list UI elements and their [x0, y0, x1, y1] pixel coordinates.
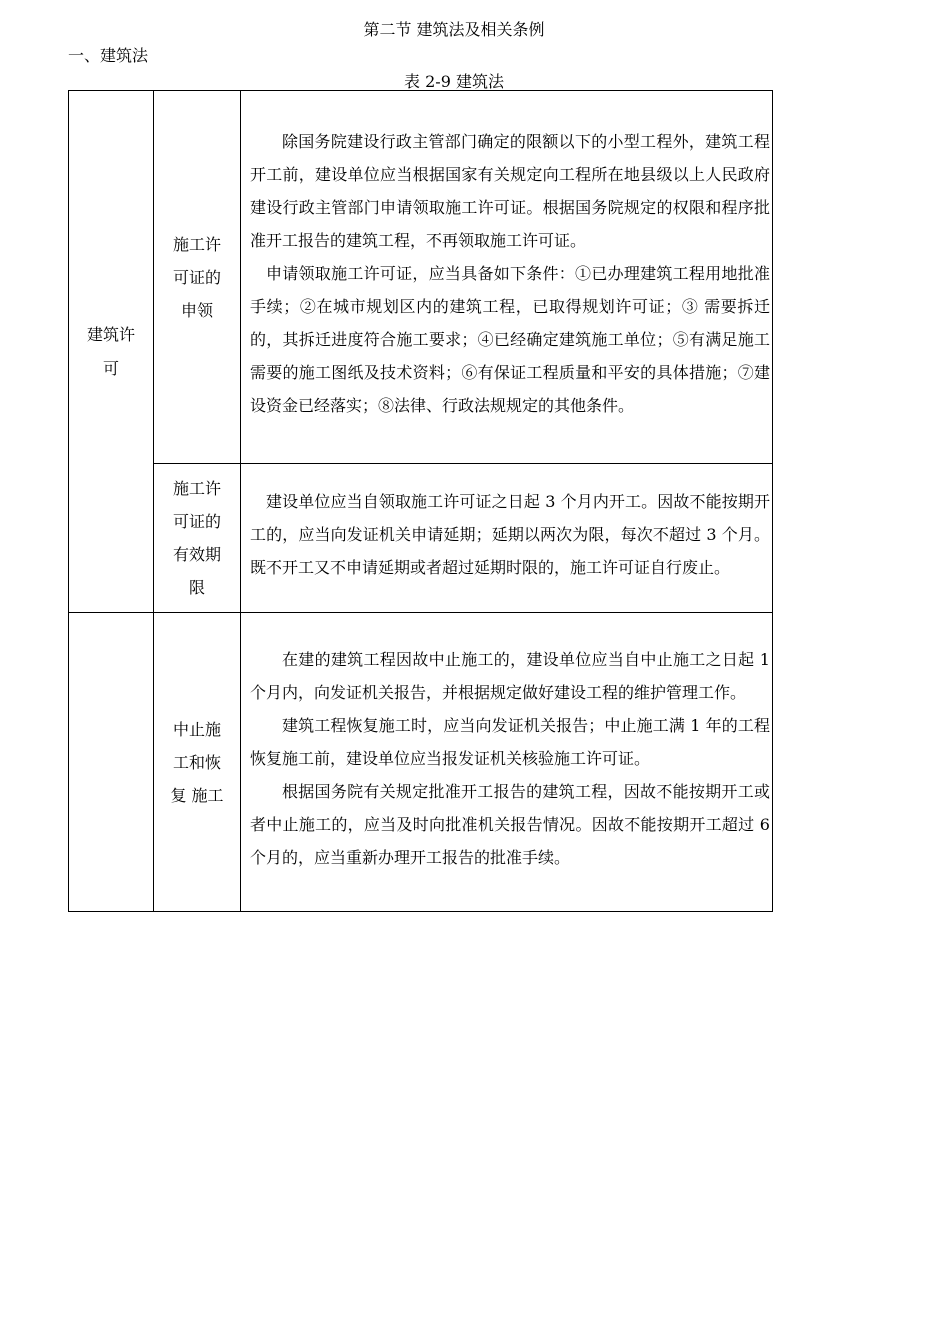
table-row [69, 613, 773, 912]
content-paragraph: 根据国务院有关规定批准开工报告的建筑工程，因故不能按期开工或者中止施工的，应当及时向批准机关报告情况。因故不能按期开工超过 6 个月的，应当重新办理开工报告的批准手续。 [250, 781, 770, 867]
topic-label: 施工许可证的申领 [172, 234, 221, 320]
content-cell [241, 613, 773, 912]
topic-label: 中止施工和恢复 施工 [170, 719, 224, 805]
content-cell [241, 464, 773, 613]
content-cell [241, 91, 773, 464]
page-title: 第二节 建筑法及相关条例 [363, 20, 545, 39]
topic-cell [154, 464, 241, 613]
content-paragraph: 申请领取施工许可证，应当具备如下条件：①已办理建筑工程用地批准手续；②在城市规划区内的建筑工程，已取得规划许可证；③ 需要拆迁的，其拆迁进度符合施工要求；④已经确定建筑施工单位；⑤有满足施工需要的施工图纸及技术资料；⑥有保证工程质量和平安的具体措施；⑦建设资金已经落实；⑧法律、行政法规规定的其他条件。 [250, 263, 770, 415]
topic-cell [154, 613, 241, 912]
table-row [69, 91, 773, 464]
category-cell [69, 91, 154, 613]
content-paragraph: 在建的建筑工程因故中止施工的，建设单位应当自中止施工之日起 1 个月内，向发证机关报告，并根据规定做好建设工程的维护管理工作。 [250, 649, 770, 702]
category-label: 建筑许可 [86, 324, 135, 378]
construction-law-table [68, 90, 773, 912]
table-caption: 表 2-9 建筑法 [404, 72, 504, 91]
content-paragraph: 建筑工程恢复施工时，应当向发证机关报告；中止施工满 1 年的工程恢复施工前，建设单位应当报发证机关核验施工许可证。 [250, 715, 770, 768]
content-paragraph: 除国务院建设行政主管部门确定的限额以下的小型工程外，建筑工程开工前，建设单位应当根据国家有关规定向工程所在地县级以上人民政府建设行政主管部门申请领取施工许可证。根据国务院规定的权限和程序批准开工报告的建筑工程，不再领取施工许可证。 [250, 131, 770, 250]
table-row [69, 464, 773, 613]
content-paragraph: 建设单位应当自领取施工许可证之日起 3 个月内开工。因故不能按期开工的，应当向发证机关申请延期；延期以两次为限，每次不超过 3 个月。既不开工又不申请延期或者超过延期时限的，施工许可证自行废止。 [250, 491, 770, 577]
category-cell-empty [69, 613, 154, 912]
section-heading: 一、建筑法 [68, 46, 149, 65]
topic-label: 施工许可证的有效期限 [172, 479, 221, 597]
topic-cell [154, 91, 241, 464]
